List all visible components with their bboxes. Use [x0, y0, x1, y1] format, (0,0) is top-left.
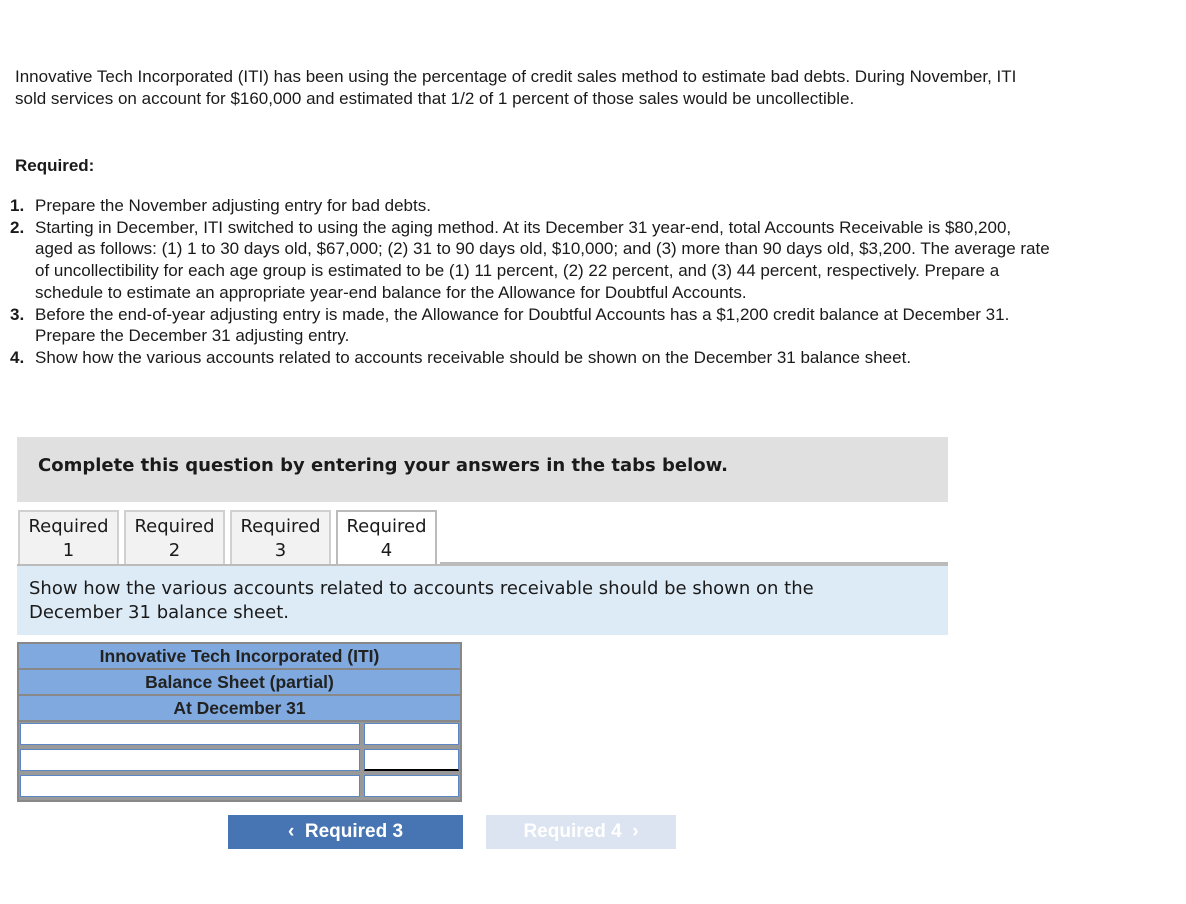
instruction-banner — [17, 437, 948, 502]
requirement-number: 1. — [10, 196, 25, 215]
amount-input[interactable] — [364, 749, 459, 771]
statement-title: Balance Sheet (partial) — [19, 670, 460, 696]
account-name-input[interactable] — [20, 749, 360, 771]
tab-number: 4 — [380, 540, 393, 561]
tab-label: Required — [346, 516, 427, 537]
requirement-number: 4. — [10, 347, 25, 367]
balance-sheet-table — [17, 642, 462, 802]
prev-label: Required 3 — [304, 821, 404, 842]
requirement-item — [0, 347, 1050, 369]
tab-number: 3 — [274, 540, 287, 561]
account-name-input[interactable] — [20, 775, 360, 797]
requirement-text: Prepare the November adjusting entry for bad debts. — [35, 196, 431, 215]
tab-number: 2 — [168, 540, 181, 561]
tab-required-2[interactable] — [124, 510, 225, 564]
tab-bar — [18, 510, 442, 564]
tab-label: Required — [28, 516, 109, 537]
tab-prompt: Show how the various accounts related to accounts receivable should be shown on the December 31 balance sheet. — [29, 578, 814, 623]
tab-prompt-box — [17, 564, 948, 635]
tab-label: Required — [134, 516, 215, 537]
requirements-list — [0, 195, 1050, 369]
requirement-text: Before the end-of-year adjusting entry is made, the Allowance for Doubtful Accounts has a $1,200 credit balance at December 31. Prepare the December 31 adjusting entry. — [35, 304, 1010, 346]
prev-required-3-button[interactable] — [228, 815, 463, 849]
required-heading: Required: — [15, 156, 95, 175]
table-row — [19, 722, 460, 748]
table-row — [19, 774, 460, 800]
instruction-text: Complete this question by entering your answers in the tabs below. — [38, 455, 728, 476]
chevron-right-icon: › — [621, 821, 639, 842]
statement-date: At December 31 — [19, 696, 460, 722]
amount-input[interactable] — [364, 775, 459, 797]
tab-required-1[interactable] — [18, 510, 119, 564]
requirement-number: 2. — [10, 217, 25, 237]
requirement-item — [0, 195, 1050, 217]
problem-intro: Innovative Tech Incorporated (ITI) has been using the percentage of credit sales method to estimate bad debts. During November, ITI sold services on account for $160,000 and estimated that 1/2 of 1 percent of those sales would be uncollectible. — [15, 67, 1017, 108]
tab-number: 1 — [62, 540, 75, 561]
requirement-text: Show how the various accounts related to accounts receivable should be shown on the December 31 balance sheet. — [35, 347, 912, 367]
requirement-number: 3. — [10, 304, 25, 324]
company-name: Innovative Tech Incorporated (ITI) — [19, 644, 460, 670]
tab-label: Required — [240, 516, 321, 537]
tab-required-4[interactable] — [336, 510, 437, 564]
requirement-item — [0, 304, 1050, 347]
requirement-item — [0, 217, 1050, 304]
next-label: Required 4 — [523, 821, 622, 842]
table-row — [19, 748, 460, 774]
tab-required-3[interactable] — [230, 510, 331, 564]
requirement-text: Starting in December, ITI switched to using the aging method. At its December 31 year-end, total Accounts Receivable is $80,200, aged as follows: (1) 1 to 30 days old, $67,000; (2) 31 to 90 days old, $10,000; and (3) more than 90 days old, $3,200. The average rate of uncollectibility for each age group is estimated to be (1) 11 percent, (2) 22 percent, and (3) 44 percent, respectively. Prepare a schedule to estimate an appropriate year-end balance for the Allowance for Doubtful Accounts. — [35, 217, 1050, 302]
account-name-input[interactable] — [20, 723, 360, 745]
amount-input[interactable] — [364, 723, 459, 745]
next-required-4-button[interactable] — [486, 815, 676, 849]
chevron-left-icon: ‹ — [287, 821, 305, 842]
